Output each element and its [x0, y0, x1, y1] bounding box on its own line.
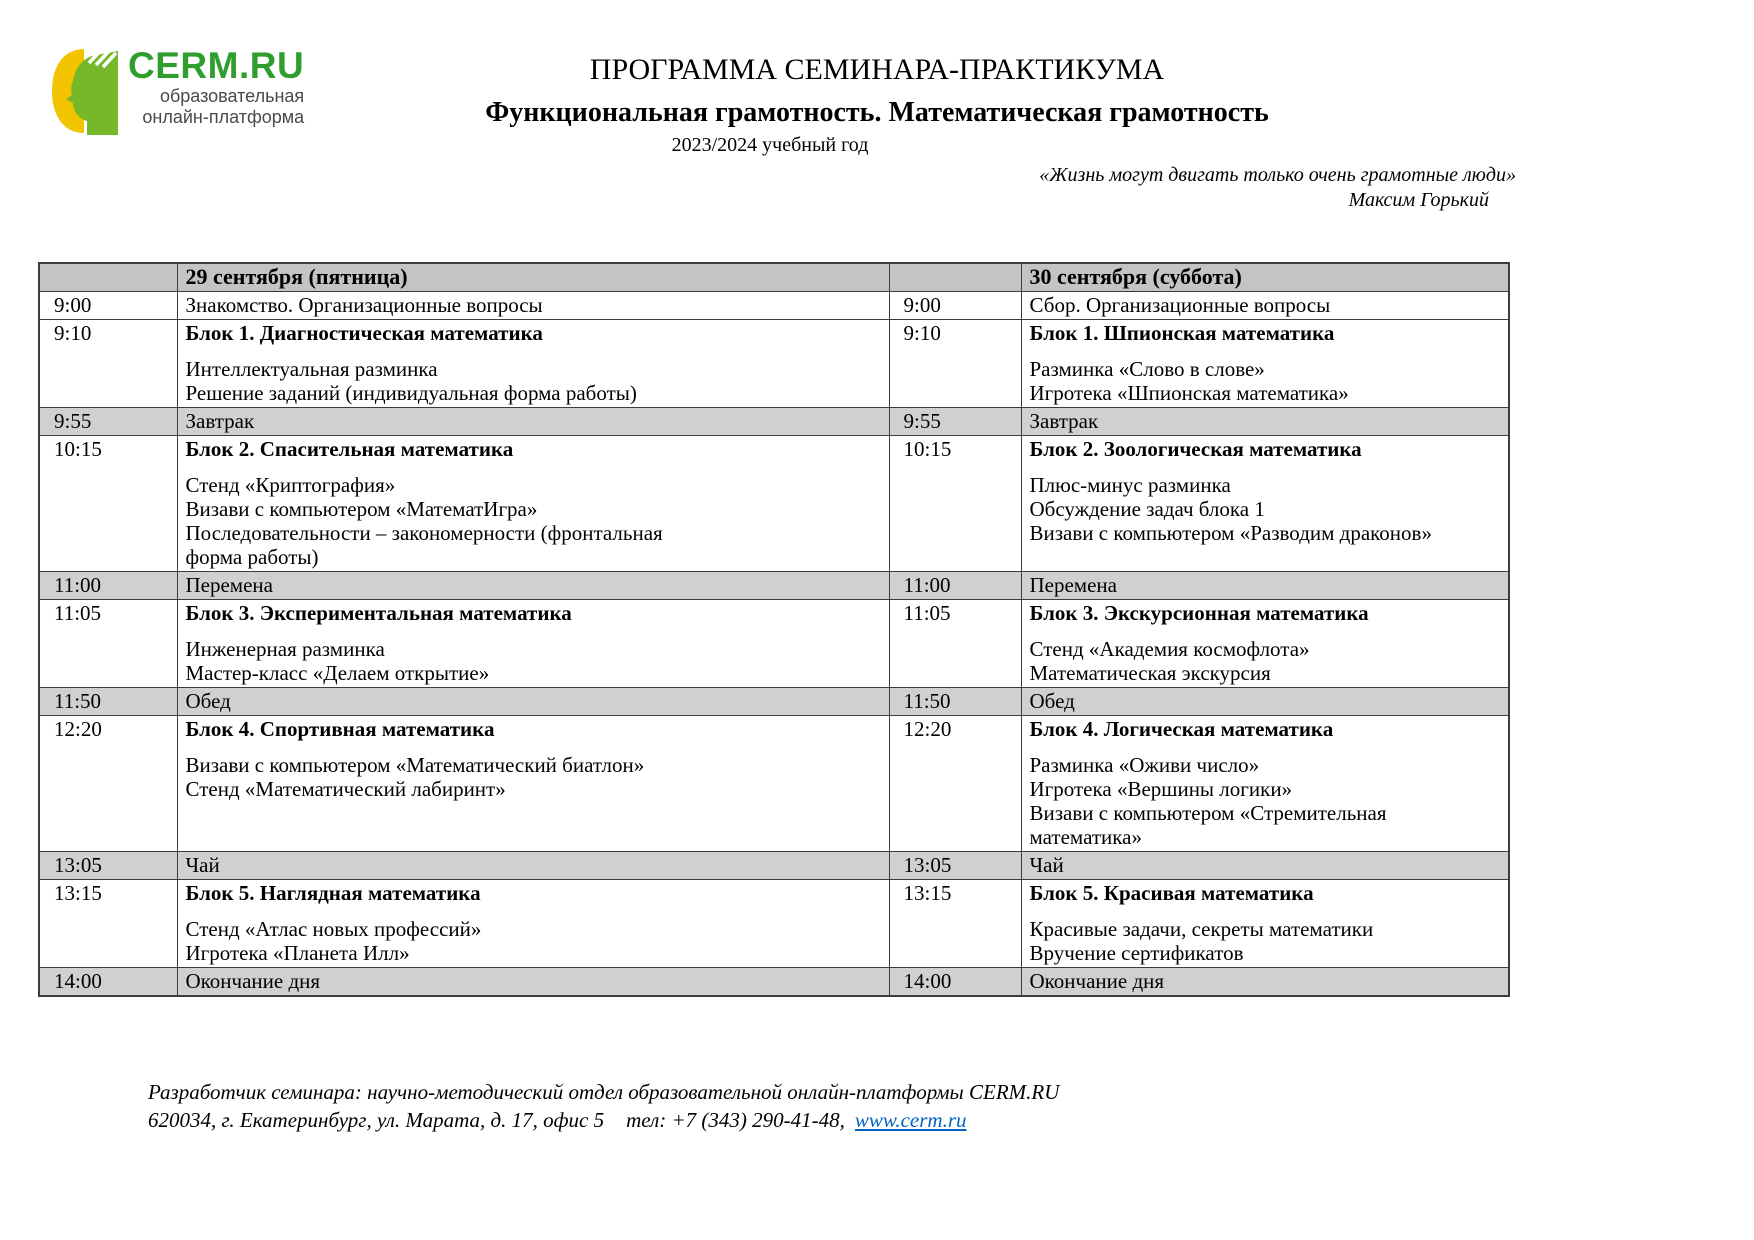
block-title-day2: Блок 3. Экскурсионная математика [1029, 601, 1369, 625]
activity-line-day1: Интеллектуальная разминка [185, 357, 438, 381]
logo-tagline-line2: онлайн-платформа [142, 107, 305, 127]
activity-line-day2: Разминка «Оживи число» [1029, 753, 1260, 777]
block-title-day1: Блок 4. Спортивная математика [185, 717, 495, 741]
session-block-row [39, 320, 1509, 408]
seminar-title: Функциональная грамотность. Математическая грамотность [485, 97, 1269, 128]
activity-cell-day1: Чай [177, 852, 889, 880]
break-row [39, 408, 1509, 436]
session-block-row [39, 716, 1509, 852]
block-title-day2: Блок 4. Логическая математика [1029, 717, 1334, 741]
footer-phone: тел: +7 (343) 290-41-48, [626, 1108, 845, 1132]
time-cell-day1: 11:50 [39, 688, 177, 716]
block-title-day1: Блок 2. Спасительная математика [185, 437, 514, 461]
block-title-day1: Блок 5. Наглядная математика [185, 881, 481, 905]
footer-address: 620034, г. Екатеринбург, ул. Марата, д. 17, офис 5 [148, 1108, 605, 1132]
logo-brand-text: CERM.RU [128, 45, 305, 86]
footer [148, 1078, 1059, 1134]
time-cell-day1: 10:15 [39, 436, 177, 572]
block-title-day2: Блок 5. Красивая математика [1029, 881, 1314, 905]
activity-cell-day2 [1021, 880, 1509, 968]
activity-cell-day2 [1021, 600, 1509, 688]
break-row [39, 852, 1509, 880]
time-cell-day2: 12:20 [889, 716, 1021, 852]
activity-cell-day2: Сбор. Организационные вопросы [1021, 292, 1509, 320]
activity-cell-day1: Знакомство. Организационные вопросы [177, 292, 889, 320]
time-cell-day1: 13:15 [39, 880, 177, 968]
activity-line-day1: Стенд «Криптография» [185, 473, 396, 497]
session-row [39, 292, 1509, 320]
activity-line-day2: Обсуждение задач блока 1 [1029, 497, 1265, 521]
day1-time-header [39, 263, 177, 292]
activity-line-day2: Красивые задачи, секреты математики [1029, 917, 1374, 941]
activity-line-day1: Стенд «Математический лабиринт» [185, 777, 506, 801]
time-cell-day1: 9:00 [39, 292, 177, 320]
time-cell-day1: 14:00 [39, 968, 177, 997]
break-row [39, 688, 1509, 716]
time-cell-day1: 11:00 [39, 572, 177, 600]
academic-year: 2023/2024 учебный год [671, 134, 869, 156]
activity-line-day1: форма работы) [185, 545, 319, 569]
epigraph [0, 163, 1754, 213]
time-cell-day2: 14:00 [889, 968, 1021, 997]
block-title-day2: Блок 2. Зоологическая математика [1029, 437, 1362, 461]
block-title-day2: Блок 1. Шпионская математика [1029, 321, 1335, 345]
activity-line-day1: Визави с компьютером «МатематИгра» [185, 497, 538, 521]
time-cell-day2: 9:10 [889, 320, 1021, 408]
quote-author: Максим Горький [1348, 189, 1489, 211]
activity-cell-day2: Перемена [1021, 572, 1509, 600]
activity-line-day2: Игротека «Шпионская математика» [1029, 381, 1349, 405]
activity-line-day1: Мастер-класс «Делаем открытие» [185, 661, 490, 685]
time-cell-day2: 13:15 [889, 880, 1021, 968]
activity-cell-day2: Обед [1021, 688, 1509, 716]
time-cell-day2: 11:50 [889, 688, 1021, 716]
website-link[interactable]: www.cerm.ru [854, 1108, 967, 1132]
activity-line-day2: Разминка «Слово в слове» [1029, 357, 1265, 381]
schedule-header-row [39, 263, 1509, 292]
footer-developer-line: Разработчик семинара: научно-методический отдел образовательной онлайн-платформы CERM.RU [148, 1080, 1060, 1104]
time-cell-day1: 12:20 [39, 716, 177, 852]
block-title-day1: Блок 1. Диагностическая математика [185, 321, 543, 345]
session-block-row [39, 880, 1509, 968]
break-row [39, 572, 1509, 600]
activity-line-day1: Последовательности – закономерности (фронтальная [185, 521, 663, 545]
time-cell-day1: 11:05 [39, 600, 177, 688]
activity-line-day2: Математическая экскурсия [1029, 661, 1271, 685]
page-title: ПРОГРАММА СЕМИНАРА-ПРАКТИКУМА [589, 53, 1165, 86]
time-cell-day1: 9:10 [39, 320, 177, 408]
logo-tagline-line1: образовательная [159, 86, 305, 106]
time-cell-day2: 10:15 [889, 436, 1021, 572]
time-cell-day2: 9:00 [889, 292, 1021, 320]
session-block-row [39, 436, 1509, 572]
day2-header: 30 сентября (суббота) [1021, 263, 1509, 292]
activity-cell-day2 [1021, 716, 1509, 852]
activity-cell-day1: Перемена [177, 572, 889, 600]
activity-line-day2: Игротека «Вершины логики» [1029, 777, 1293, 801]
time-cell-day2: 13:05 [889, 852, 1021, 880]
activity-cell-day1: Обед [177, 688, 889, 716]
time-cell-day2: 9:55 [889, 408, 1021, 436]
break-row [39, 968, 1509, 997]
activity-line-day1: Стенд «Атлас новых профессий» [185, 917, 482, 941]
session-block-row [39, 600, 1509, 688]
schedule-tbody [39, 292, 1509, 997]
activity-line-day2: Стенд «Академия космофлота» [1029, 637, 1310, 661]
activity-cell-day1 [177, 716, 889, 852]
day1-header: 29 сентября (пятница) [177, 263, 889, 292]
day2-time-header [889, 263, 1021, 292]
activity-line-day1: Игротека «Планета Илл» [185, 941, 410, 965]
block-title-day1: Блок 3. Экспериментальная математика [185, 601, 572, 625]
activity-line-day1: Решение заданий (индивидуальная форма работы) [185, 381, 637, 405]
quote-text: «Жизнь могут двигать только очень грамотные люди» [1039, 164, 1516, 186]
time-cell-day2: 11:00 [889, 572, 1021, 600]
activity-cell-day2: Чай [1021, 852, 1509, 880]
activity-line-day2: Плюс-минус разминка [1029, 473, 1231, 497]
activity-cell-day2: Завтрак [1021, 408, 1509, 436]
activity-line-day1: Визави с компьютером «Математический биатлон» [185, 753, 645, 777]
activity-cell-day1 [177, 320, 889, 408]
activity-cell-day1 [177, 880, 889, 968]
time-cell-day1: 13:05 [39, 852, 177, 880]
activity-line-day2: Визави с компьютером «Стремительная математика» [1029, 801, 1387, 849]
activity-cell-day2: Окончание дня [1021, 968, 1509, 997]
activity-cell-day1 [177, 600, 889, 688]
activity-line-day1: Инженерная разминка [185, 637, 385, 661]
activity-cell-day2 [1021, 436, 1509, 572]
activity-cell-day1: Завтрак [177, 408, 889, 436]
activity-line-day2: Вручение сертификатов [1029, 941, 1244, 965]
activity-cell-day1: Окончание дня [177, 968, 889, 997]
footer-contact-line [148, 1106, 1059, 1134]
activity-cell-day2 [1021, 320, 1509, 408]
time-cell-day2: 11:05 [889, 600, 1021, 688]
time-cell-day1: 9:55 [39, 408, 177, 436]
schedule-table [38, 262, 1510, 997]
activity-line-day2: Визави с компьютером «Разводим драконов» [1029, 521, 1432, 545]
activity-cell-day1 [177, 436, 889, 572]
